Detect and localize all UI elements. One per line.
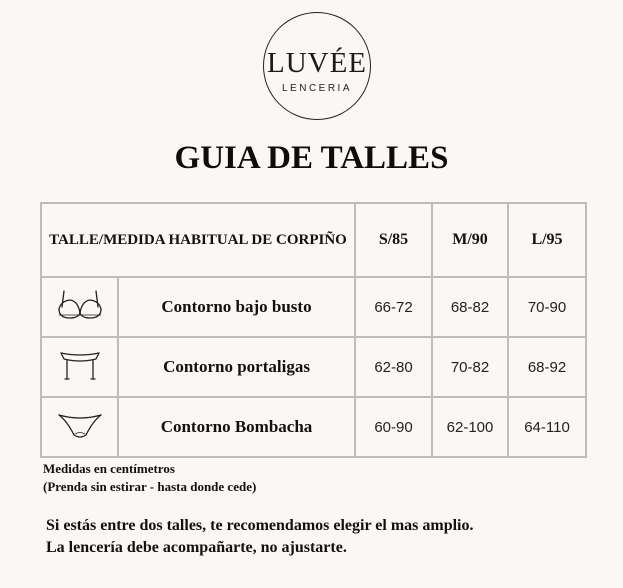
panty-icon-cell (41, 397, 118, 457)
panty-icon (55, 407, 105, 443)
table-row (41, 277, 586, 337)
value-panty-l: 64-110 (508, 397, 586, 457)
logo-subtitle: LENCERIA (281, 83, 352, 94)
bra-icon-cell (41, 277, 118, 337)
value-garter-s: 62-80 (355, 337, 432, 397)
advice-line-1: Si estás entre dos talles, te recomendamos elegir el mas amplio. (46, 517, 474, 534)
garter-belt-icon (55, 347, 105, 383)
table-row (41, 397, 586, 457)
size-table (40, 202, 587, 458)
value-panty-m: 62-100 (432, 397, 508, 457)
row-label-garter: Contorno portaligas (118, 337, 355, 397)
bra-icon (55, 287, 105, 323)
value-garter-m: 70-82 (432, 337, 508, 397)
value-bust-s: 66-72 (355, 277, 432, 337)
value-bust-m: 68-82 (432, 277, 508, 337)
row-label-panty: Contorno Bombacha (118, 397, 355, 457)
value-bust-l: 70-90 (508, 277, 586, 337)
table-row (41, 337, 586, 397)
size-header-l: L/95 (508, 203, 586, 277)
value-panty-s: 60-90 (355, 397, 432, 457)
header-label: TALLE/MEDIDA HABITUAL DE CORPIÑO (41, 203, 355, 277)
value-garter-l: 68-92 (508, 337, 586, 397)
garter-icon-cell (41, 337, 118, 397)
brand-logo (263, 12, 371, 120)
measurement-notes (43, 460, 256, 496)
note-units: Medidas en centímetros (43, 461, 175, 476)
logo-name: LUVÉE (266, 47, 368, 79)
size-header-s: S/85 (355, 203, 432, 277)
size-header-m: M/90 (432, 203, 508, 277)
row-label-bust: Contorno bajo busto (118, 277, 355, 337)
advice-line-2: La lencería debe acompañarte, no ajustarte. (46, 539, 347, 556)
note-unstretched: (Prenda sin estirar - hasta donde cede) (43, 479, 257, 494)
table-header-row (41, 203, 586, 277)
size-advice (46, 515, 474, 559)
page-title: GUIA DE TALLES (174, 140, 449, 176)
